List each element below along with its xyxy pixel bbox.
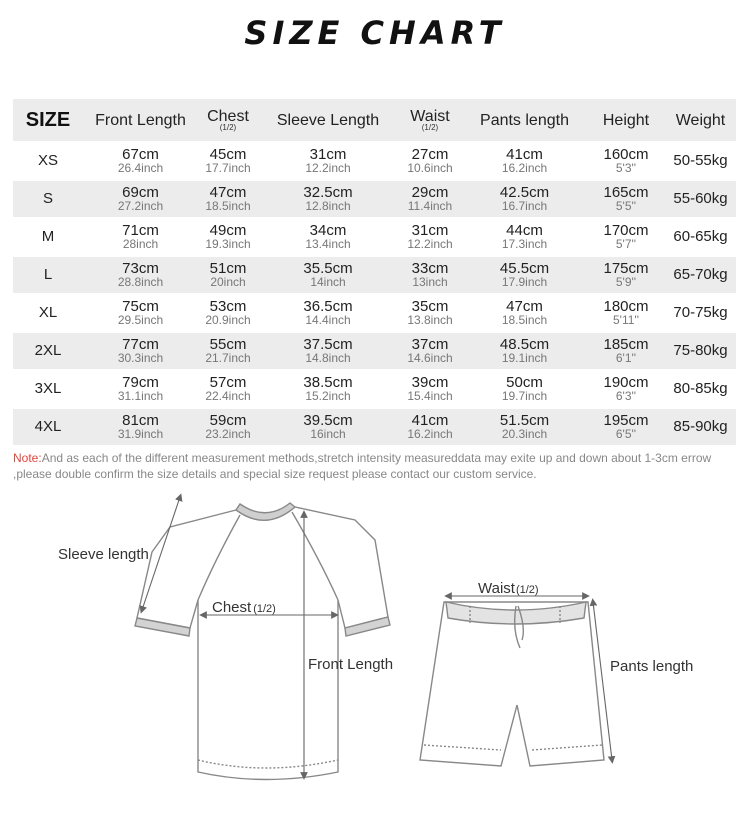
weight-value: 75-80kg bbox=[673, 342, 728, 359]
sleeve-imperial-value: 12.2inch bbox=[305, 161, 351, 175]
front-imperial-value: 31.1inch bbox=[117, 389, 164, 403]
pants-imperial-value: 20.3inch bbox=[501, 427, 548, 441]
measurement-note bbox=[13, 450, 743, 482]
height-metric-value: 175cm bbox=[603, 260, 649, 277]
height-metric-value: 180cm bbox=[603, 298, 649, 315]
chest-metric-value: 57cm bbox=[209, 374, 247, 391]
weight-cell bbox=[665, 217, 736, 255]
pants-metric-value: 48.5cm bbox=[499, 336, 550, 353]
height-imperial-value: 5'5'' bbox=[615, 199, 637, 213]
label-pants-length: Pants length bbox=[610, 658, 694, 675]
sleeve-imperial-value: 12.8inch bbox=[305, 199, 351, 213]
front-cell bbox=[83, 407, 198, 445]
height-cell bbox=[587, 217, 665, 255]
size-table-header bbox=[13, 99, 736, 141]
chest-cell bbox=[198, 331, 258, 369]
sleeve-imperial-value: 14.8inch bbox=[305, 351, 351, 365]
weight-cell bbox=[665, 255, 736, 293]
pants-metric-value: 42.5cm bbox=[499, 184, 550, 201]
height-cell bbox=[587, 369, 665, 407]
height-imperial-value: 6'1'' bbox=[615, 351, 637, 365]
size-cell bbox=[13, 141, 83, 179]
chest-imperial-value: 21.7inch bbox=[205, 351, 251, 365]
sleeve-cell bbox=[258, 369, 398, 407]
height-cell bbox=[587, 141, 665, 179]
front-cell bbox=[83, 293, 198, 331]
waist-imperial-value: 15.4inch bbox=[407, 389, 453, 403]
sleeve-cell bbox=[258, 179, 398, 217]
table-row bbox=[13, 293, 736, 331]
size-cell bbox=[13, 293, 83, 331]
waist-imperial-value: 13inch bbox=[412, 275, 448, 289]
chest-imperial-value: 19.3inch bbox=[205, 237, 251, 251]
waist-metric-value: 27cm bbox=[411, 146, 449, 163]
front-imperial-value: 26.4inch bbox=[117, 161, 164, 175]
chest-metric-value: 55cm bbox=[209, 336, 247, 353]
front-metric-value: 77cm bbox=[122, 336, 159, 353]
chest-metric-value: 51cm bbox=[209, 260, 247, 277]
sleeve-cell bbox=[258, 217, 398, 255]
chest-cell bbox=[198, 255, 258, 293]
size-cell bbox=[13, 331, 83, 369]
chest-metric-value: 53cm bbox=[209, 298, 247, 315]
waist-cell bbox=[398, 179, 462, 217]
sleeve-cell bbox=[258, 141, 398, 179]
size-table bbox=[13, 99, 736, 445]
height-metric-value: 195cm bbox=[603, 412, 649, 429]
chest-imperial-value: 22.4inch bbox=[205, 389, 251, 403]
size-cell bbox=[13, 407, 83, 445]
waist-imperial-value: 10.6inch bbox=[407, 161, 453, 175]
weight-value: 60-65kg bbox=[673, 228, 728, 245]
pants-cell bbox=[462, 293, 587, 331]
height-metric-value: 190cm bbox=[603, 374, 649, 391]
chest-cell bbox=[198, 407, 258, 445]
waist-metric-value: 37cm bbox=[411, 336, 449, 353]
front-cell bbox=[83, 369, 198, 407]
front-cell bbox=[83, 179, 198, 217]
height-imperial-value: 5'11'' bbox=[612, 313, 639, 327]
label-sleeve-length: Sleeve length bbox=[58, 546, 149, 563]
sleeve-metric-value: 31cm bbox=[309, 146, 347, 163]
waist-metric-value: 39cm bbox=[411, 374, 449, 391]
waist-cell bbox=[398, 141, 462, 179]
table-row bbox=[13, 179, 736, 217]
chest-metric-value: 49cm bbox=[209, 222, 247, 239]
waist-cell bbox=[398, 217, 462, 255]
waist-imperial-value: 13.8inch bbox=[407, 313, 453, 327]
weight-cell bbox=[665, 407, 736, 445]
sleeve-imperial-value: 14.4inch bbox=[305, 313, 351, 327]
waist-cell bbox=[398, 255, 462, 293]
header-height: Height bbox=[587, 99, 665, 141]
sleeve-metric-value: 37.5cm bbox=[303, 336, 353, 353]
header-front-length: Front Length bbox=[83, 99, 198, 141]
sleeve-cell bbox=[258, 331, 398, 369]
header-sleeve-length: Sleeve Length bbox=[258, 99, 398, 141]
height-metric-value: 170cm bbox=[603, 222, 649, 239]
weight-cell bbox=[665, 141, 736, 179]
height-imperial-value: 5'9'' bbox=[615, 275, 637, 289]
chest-imperial-value: 18.5inch bbox=[205, 199, 251, 213]
chest-cell bbox=[198, 369, 258, 407]
front-imperial-value: 28.8inch bbox=[117, 275, 164, 289]
label-chest: Chest (1/2) bbox=[212, 599, 276, 616]
height-metric-value: 160cm bbox=[603, 146, 649, 163]
size-cell bbox=[13, 179, 83, 217]
weight-value: 55-60kg bbox=[673, 190, 728, 207]
chest-imperial-value: 20.9inch bbox=[205, 313, 251, 327]
chest-metric-value: 59cm bbox=[209, 412, 247, 429]
sleeve-cell bbox=[258, 407, 398, 445]
label-front-length: Front Length bbox=[308, 656, 394, 673]
garment-diagram bbox=[0, 480, 750, 825]
height-imperial-value: 6'5'' bbox=[615, 427, 637, 441]
pants-imperial-value: 17.3inch bbox=[501, 237, 548, 251]
header-pants-length: Pants length bbox=[462, 99, 587, 141]
pants-metric-value: 50cm bbox=[506, 374, 543, 391]
size-label: 4XL bbox=[34, 418, 62, 435]
chest-cell bbox=[198, 141, 258, 179]
front-metric-value: 73cm bbox=[122, 260, 159, 277]
size-table-body bbox=[13, 141, 736, 445]
pants-metric-value: 44cm bbox=[506, 222, 543, 239]
pants-cell bbox=[462, 179, 587, 217]
label-waist: Waist(1/2) bbox=[478, 580, 539, 597]
pants-imperial-value: 17.9inch bbox=[501, 275, 548, 289]
waist-metric-value: 29cm bbox=[411, 184, 449, 201]
front-metric-value: 71cm bbox=[122, 222, 159, 239]
height-cell bbox=[587, 293, 665, 331]
pants-cell bbox=[462, 331, 587, 369]
front-metric-value: 79cm bbox=[122, 374, 159, 391]
header-waist: Waist (1/2) bbox=[398, 99, 462, 141]
front-metric-value: 69cm bbox=[122, 184, 159, 201]
chest-cell bbox=[198, 293, 258, 331]
pants-imperial-value: 19.7inch bbox=[501, 389, 548, 403]
front-imperial-value: 29.5inch bbox=[117, 313, 164, 327]
chest-imperial-value: 17.7inch bbox=[205, 161, 251, 175]
weight-value: 50-55kg bbox=[673, 152, 728, 169]
size-label: 2XL bbox=[34, 342, 62, 359]
height-metric-value: 185cm bbox=[603, 336, 649, 353]
header-weight: Weight bbox=[665, 99, 736, 141]
waist-imperial-value: 12.2inch bbox=[407, 237, 453, 251]
pants-imperial-value: 16.7inch bbox=[501, 199, 548, 213]
height-metric-value: 165cm bbox=[603, 184, 649, 201]
chest-metric-value: 47cm bbox=[209, 184, 247, 201]
sleeve-metric-value: 35.5cm bbox=[303, 260, 353, 277]
front-imperial-value: 27.2inch bbox=[117, 199, 164, 213]
sleeve-cell bbox=[258, 293, 398, 331]
pants-cell bbox=[462, 217, 587, 255]
pants-metric-value: 45.5cm bbox=[499, 260, 550, 277]
pants-cell bbox=[462, 141, 587, 179]
chest-imperial-value: 23.2inch bbox=[205, 427, 251, 441]
front-cell bbox=[83, 141, 198, 179]
waist-metric-value: 41cm bbox=[411, 412, 449, 429]
table-row bbox=[13, 141, 736, 179]
header-size: SIZE bbox=[13, 99, 83, 141]
front-metric-value: 67cm bbox=[122, 146, 159, 163]
pants-cell bbox=[462, 407, 587, 445]
waist-metric-value: 31cm bbox=[411, 222, 449, 239]
waist-imperial-value: 16.2inch bbox=[407, 427, 453, 441]
note-text: And as each of the different measurement methods,stretch intensity measureddata may exite up and down about 1-3cm errow ,please double confirm the size details and special size request please contact our custom service. bbox=[13, 451, 712, 481]
size-cell bbox=[13, 369, 83, 407]
sleeve-metric-value: 36.5cm bbox=[303, 298, 353, 315]
pants-metric-value: 41cm bbox=[506, 146, 543, 163]
page-title: SIZE CHART bbox=[244, 14, 506, 52]
pants-cell bbox=[462, 255, 587, 293]
size-label: L bbox=[43, 266, 53, 283]
waist-cell bbox=[398, 293, 462, 331]
weight-value: 65-70kg bbox=[673, 266, 728, 283]
sleeve-imperial-value: 14inch bbox=[310, 275, 346, 289]
sleeve-imperial-value: 15.2inch bbox=[305, 389, 351, 403]
waist-cell bbox=[398, 331, 462, 369]
sleeve-metric-value: 38.5cm bbox=[303, 374, 353, 391]
height-imperial-value: 6'3'' bbox=[615, 389, 637, 403]
height-cell bbox=[587, 331, 665, 369]
waist-metric-value: 33cm bbox=[411, 260, 449, 277]
sleeve-cell bbox=[258, 255, 398, 293]
chest-imperial-value: 20inch bbox=[210, 275, 246, 289]
front-imperial-value: 30.3inch bbox=[117, 351, 164, 365]
waist-imperial-value: 14.6inch bbox=[407, 351, 453, 365]
size-label: S bbox=[42, 190, 53, 207]
weight-value: 80-85kg bbox=[673, 380, 728, 397]
weight-cell bbox=[665, 369, 736, 407]
note-label: Note: bbox=[13, 451, 42, 465]
height-imperial-value: 5'3'' bbox=[615, 161, 637, 175]
table-row bbox=[13, 217, 736, 255]
pants-metric-value: 51.5cm bbox=[499, 412, 550, 429]
header-chest: Chest (1/2) bbox=[198, 99, 258, 141]
front-metric-value: 81cm bbox=[122, 412, 159, 429]
size-label: XL bbox=[38, 304, 58, 321]
pants-imperial-value: 19.1inch bbox=[501, 351, 548, 365]
front-cell bbox=[83, 217, 198, 255]
front-imperial-value: 31.9inch bbox=[117, 427, 164, 441]
height-cell bbox=[587, 255, 665, 293]
pants-imperial-value: 16.2inch bbox=[501, 161, 548, 175]
pants-imperial-value: 18.5inch bbox=[501, 313, 548, 327]
weight-cell bbox=[665, 293, 736, 331]
waist-imperial-value: 11.4inch bbox=[407, 199, 453, 213]
weight-cell bbox=[665, 179, 736, 217]
size-cell bbox=[13, 255, 83, 293]
weight-value: 70-75kg bbox=[673, 304, 728, 321]
weight-value: 85-90kg bbox=[673, 418, 728, 435]
chest-cell bbox=[198, 217, 258, 255]
front-cell bbox=[83, 331, 198, 369]
sleeve-imperial-value: 13.4inch bbox=[305, 237, 351, 251]
waist-cell bbox=[398, 407, 462, 445]
height-cell bbox=[587, 179, 665, 217]
sleeve-metric-value: 32.5cm bbox=[303, 184, 353, 201]
chest-cell bbox=[198, 179, 258, 217]
table-row bbox=[13, 331, 736, 369]
weight-cell bbox=[665, 331, 736, 369]
pants-metric-value: 47cm bbox=[506, 298, 543, 315]
front-metric-value: 75cm bbox=[122, 298, 159, 315]
waist-cell bbox=[398, 369, 462, 407]
waist-metric-value: 35cm bbox=[411, 298, 449, 315]
front-imperial-value: 28inch bbox=[122, 237, 159, 251]
height-imperial-value: 5'7'' bbox=[615, 237, 637, 251]
size-cell bbox=[13, 217, 83, 255]
table-row bbox=[13, 369, 736, 407]
size-label: 3XL bbox=[34, 380, 62, 397]
size-label: XS bbox=[37, 152, 58, 169]
table-row bbox=[13, 407, 736, 445]
sleeve-metric-value: 39.5cm bbox=[303, 412, 353, 429]
size-label: M bbox=[41, 228, 55, 245]
sleeve-imperial-value: 16inch bbox=[310, 427, 346, 441]
pants-cell bbox=[462, 369, 587, 407]
height-cell bbox=[587, 407, 665, 445]
jersey-illustration bbox=[135, 503, 390, 780]
table-row bbox=[13, 255, 736, 293]
shorts-illustration bbox=[420, 602, 604, 766]
sleeve-metric-value: 34cm bbox=[309, 222, 347, 239]
front-cell bbox=[83, 255, 198, 293]
chest-metric-value: 45cm bbox=[209, 146, 247, 163]
